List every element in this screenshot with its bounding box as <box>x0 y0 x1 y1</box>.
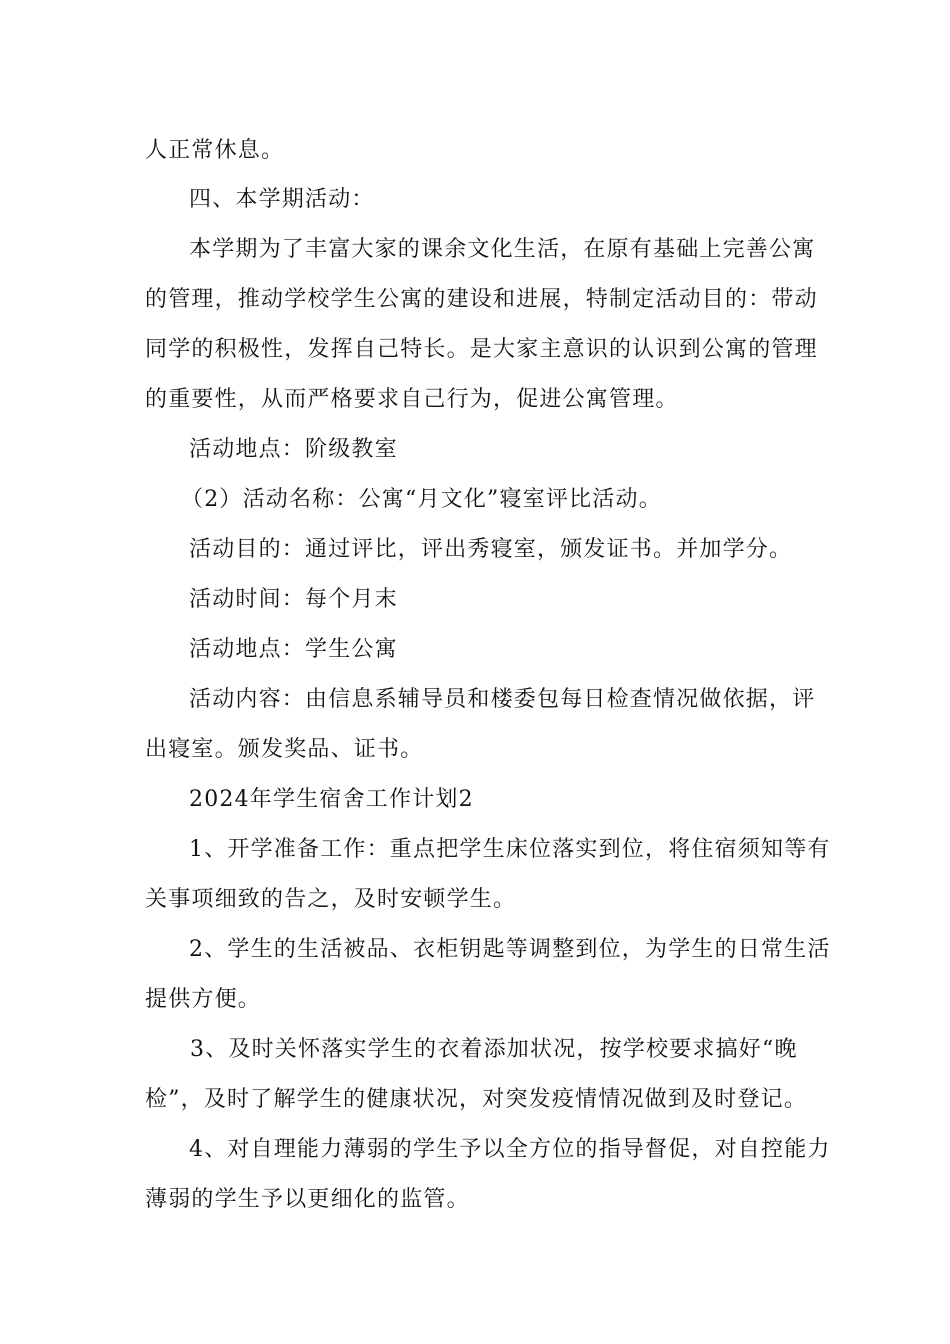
text-line: 关事项细致的告之，及时安顿学生。 <box>145 887 517 912</box>
text-line: 活动时间：每个月末 <box>189 587 398 612</box>
text-line: 的管理，推动学校学生公寓的建设和进展，特制定活动目的：带动 <box>145 287 818 312</box>
text-line: 人正常休息。 <box>145 138 285 163</box>
text-line: 检”，及时了解学生的健康状况，对突发疫情情况做到及时登记。 <box>145 1087 808 1112</box>
section-heading: 四、本学期活动： <box>189 187 375 212</box>
text-line: 1、开学准备工作：重点把学生床位落实到位，将住宿须知等有 <box>189 837 831 862</box>
text-line: 3、及时关怀落实学生的衣着添加状况，按学校要求搞好“晚 <box>190 1037 798 1062</box>
text-line: 出寝室。颁发奖品、证书。 <box>145 737 424 762</box>
text-line: 2、学生的生活被品、衣柜钥匙等调整到位，为学生的日常生活 <box>189 937 831 962</box>
text-line: 同学的积极性，发挥自己特长。是大家主意识的认识到公寓的管理 <box>145 337 818 362</box>
text-line: 薄弱的学生予以更细化的监管。 <box>145 1187 470 1212</box>
text-line: 活动目的：通过评比，评出秀寝室，颁发证书。并加学分。 <box>189 537 793 562</box>
text-line: 提供方便。 <box>145 987 262 1012</box>
text-line: 的重要性，从而严格要求自己行为，促进公寓管理。 <box>145 387 679 412</box>
text-line: 活动地点：阶级教室 <box>189 437 398 462</box>
text-line: （2）活动名称：公寓“月文化”寝室评比活动。 <box>181 487 662 512</box>
text-line: 4、对自理能力薄弱的学生予以全方位的指导督促，对自控能力 <box>189 1137 831 1162</box>
text-line: 活动地点：学生公寓 <box>189 637 398 662</box>
section-heading: 2024年学生宿舍工作计划2 <box>189 787 474 812</box>
text-line: 活动内容：由信息系辅导员和楼委包每日检查情况做依据，评 <box>189 687 816 712</box>
text-line: 本学期为了丰富大家的课余文化生活，在原有基础上完善公寓 <box>189 237 816 262</box>
